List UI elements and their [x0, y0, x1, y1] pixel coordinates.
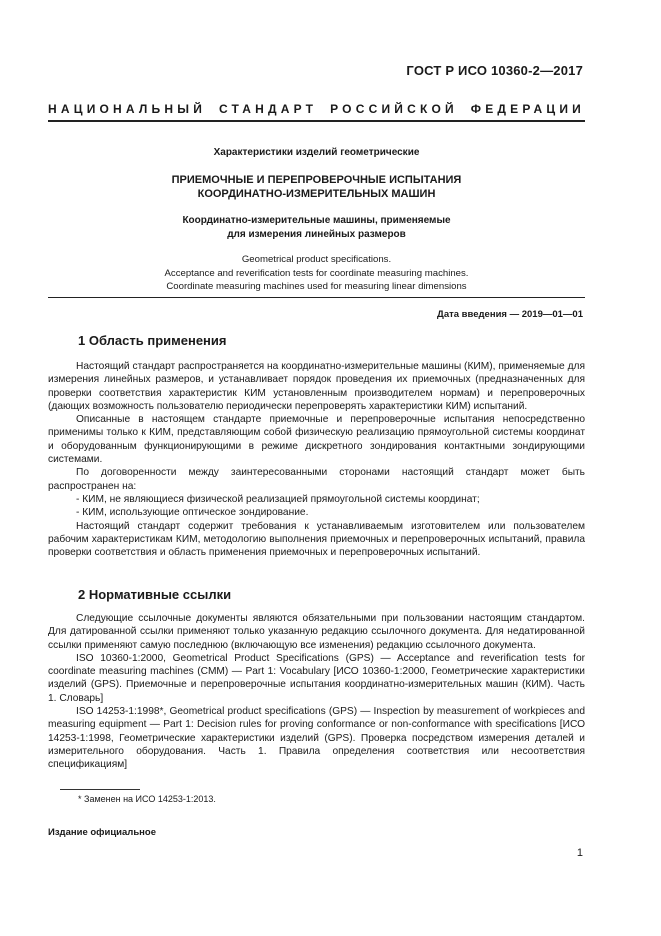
- section1-paragraph: По договоренности между заинтересованными сторонами настоящий стандарт может быть распространен на:: [48, 467, 585, 492]
- footnote-rule: [60, 789, 140, 790]
- title-group: Характеристики изделий геометрические: [213, 147, 420, 158]
- section2-paragraph: ISO 10360-1:2000, Geometrical Product Specifications (GPS) — Acceptance and reverification tests for coordinate measuring machines (CMM) — Part 1: Vocabulary [ИСО 10360-1:2000, Геометрические характеристики изделий (GPS). Приемочные и перепроверочные испытания координатно-измерительных машин (КИМ). Часть 1. Словарь]: [48, 652, 585, 704]
- section2-paragraph: ISO 14253-1:1998*, Geometrical product specifications (GPS) — Inspection by measurement of workpieces and measuring equipment — Part 1: Decision rules for proving conformance or non-conformance with specifications [ИСО 14253-1:1998, Геометрические характеристики изделий (GPS). Проверка посредством измерения деталей и измерительного оборудования. Часть 1. Правила определения соответствия или несоответствия спецификациям]: [48, 706, 585, 771]
- section2-heading: 2 Нормативные ссылки: [78, 587, 232, 602]
- header-rule: [48, 120, 585, 122]
- title-sub-line2: для измерения линейных размеров: [227, 229, 406, 240]
- title-en-line1: Geometrical product specifications.: [241, 254, 392, 265]
- section1-heading: 1 Область применения: [78, 333, 227, 348]
- title-english: [48, 253, 585, 294]
- list-item: - КИМ, использующие оптическое зондирование.: [76, 507, 309, 519]
- title-en-line2: Acceptance and reverification tests for coordinate measuring machines.: [164, 267, 469, 279]
- section1-paragraph: Описанные в настоящем стандарте приемочные и перепроверочные испытания непосредственно применимы только к КИМ, представляющим собой физическую реализацию прямоугольной системы координат и оборудованным функционирующими в режиме дискретного зондирования контактными зондирующими системами.: [48, 414, 585, 466]
- list-item: - КИМ, не являющиеся физической реализацией прямоугольной системы координат;: [76, 493, 480, 505]
- section1-body: [48, 360, 585, 559]
- title-rule: [48, 297, 585, 298]
- page-number: 1: [576, 847, 583, 859]
- title-sub-line1: Координатно-измерительные машины, применяемые: [182, 215, 451, 226]
- footnote: * Заменен на ИСО 14253-1:2013.: [78, 794, 216, 804]
- title-subtitle: [48, 214, 585, 242]
- title-en-line3: Coordinate measuring machines used for measuring linear dimensions: [166, 281, 467, 292]
- title-main: [48, 173, 585, 201]
- section1-paragraph: Настоящий стандарт содержит требования к устанавливаемым изготовителем или пользователем рабочим характеристикам КИМ, методологию выполнения приемочных и перепроверочных испытаний, правила проверки соответствия и область применения приемочных и перепроверочных испытаний.: [48, 520, 585, 559]
- section2-body: [48, 612, 585, 772]
- national-standard-banner: НАЦИОНАЛЬНЫЙ СТАНДАРТ РОССИЙСКОЙ ФЕДЕРАЦИИ: [48, 102, 585, 116]
- official-edition-label: Издание официальное: [48, 827, 156, 838]
- title-main-line1: ПРИЕМОЧНЫЕ И ПЕРЕПРОВЕРОЧНЫЕ ИСПЫТАНИЯ: [171, 174, 462, 186]
- title-main-line2: КООРДИНАТНО-ИЗМЕРИТЕЛЬНЫХ МАШИН: [197, 188, 436, 200]
- section2-paragraph: Следующие ссылочные документы являются обязательными при пользовании настоящим стандартом. Для датированной ссылки применяют только указанную редакцию ссылочного документа. Для недатированной ссылки применяют самую последнюю (включающую все изменения) редакцию ссылочного документа.: [48, 613, 585, 651]
- section1-paragraph: Настоящий стандарт распространяется на координатно-измерительные машины (КИМ), применяемые для измерения линейных размеров, и устанавливает порядок проведения их приемочных (предназначенных для проверки соответствия характеристик КИМ установленным производителем нормам) и перепроверочных (дающих возможность пользователю периодически перепроверять характеристики КИМ) испытаний.: [48, 361, 585, 412]
- standard-code: ГОСТ Р ИСО 10360-2—2017: [406, 63, 583, 78]
- introduction-date: Дата введения — 2019—01—01: [437, 309, 583, 320]
